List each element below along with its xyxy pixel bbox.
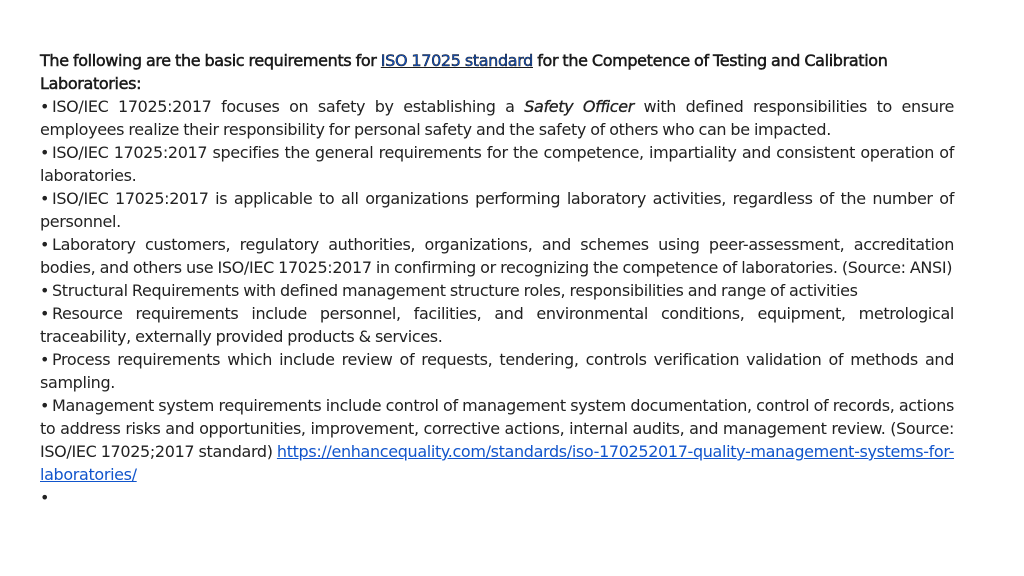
slide-content	[40, 49, 954, 509]
bullet-icon: •	[40, 143, 50, 162]
bullet-icon: •	[40, 488, 50, 507]
list-item	[40, 302, 954, 348]
list-item	[40, 348, 954, 394]
requirements-list	[40, 95, 954, 509]
list-item	[40, 233, 954, 279]
list-item-text: ISO/IEC 17025:2017 focuses on safety by establishing a	[52, 97, 525, 116]
bullet-icon: •	[40, 189, 50, 208]
list-item-management-system	[40, 394, 954, 486]
list-item-text: ISO/IEC 17025:2017 specifies the general requirements for the competence, impartiality and consistent operation of laboratories.	[40, 143, 954, 185]
heading-suffix: for the Competence of Testing and Calibration Laboratories:	[40, 51, 888, 93]
list-item	[40, 187, 954, 233]
enhancequality-source-link[interactable]: https://enhancequality.com/standards/iso-170252017-quality-management-systems-for-laboratories/	[40, 442, 954, 484]
list-item-text: with defined responsibilities to ensure employees realize their responsibility for personal safety and the safety of others who can be impacted.	[40, 97, 954, 139]
bullet-icon: •	[40, 235, 50, 254]
list-item-text: Structural Requirements with defined management structure roles, responsibilities and range of activities	[52, 281, 858, 300]
list-item	[40, 141, 954, 187]
heading-prefix: The following are the basic requirements for	[40, 51, 381, 70]
iso-17025-standard-link[interactable]: ISO 17025 standard	[380, 51, 533, 70]
list-item-text: Process requirements which include review of requests, tendering, controls verification validation of methods and sampling.	[40, 350, 954, 392]
intro-heading	[40, 49, 954, 95]
bullet-icon: •	[40, 304, 50, 323]
bullet-icon: •	[40, 396, 50, 415]
list-item-text: ISO/IEC 17025:2017 is applicable to all organizations performing laboratory activities, regardless of the number of personnel.	[40, 189, 954, 231]
list-item-text: Management system requirements include control of management system documentation, control of records, actions to address risks and opportunities, improvement, corrective actions, internal audits, and management review. (Source: ISO/IEC 17025;2017 standard)	[40, 396, 954, 461]
bullet-icon: •	[40, 350, 50, 369]
list-item-text: Laboratory customers, regulatory authorities, organizations, and schemes using peer-assessment, accreditation bodies, and others use ISO/IEC 17025:2017 in confirming or recognizing the competence of laboratories. (Source: ANSI)	[40, 235, 954, 277]
bullet-icon: •	[40, 281, 50, 300]
bullet-icon: •	[40, 97, 50, 116]
list-item-text: Resource requirements include personnel, facilities, and environmental conditions, equipment, metrological traceability, externally provided products & services.	[40, 304, 954, 346]
list-item	[40, 279, 954, 302]
safety-officer-emphasis: Safety Officer	[524, 97, 634, 116]
list-item-empty	[40, 486, 954, 509]
list-item-safety-officer	[40, 95, 954, 141]
